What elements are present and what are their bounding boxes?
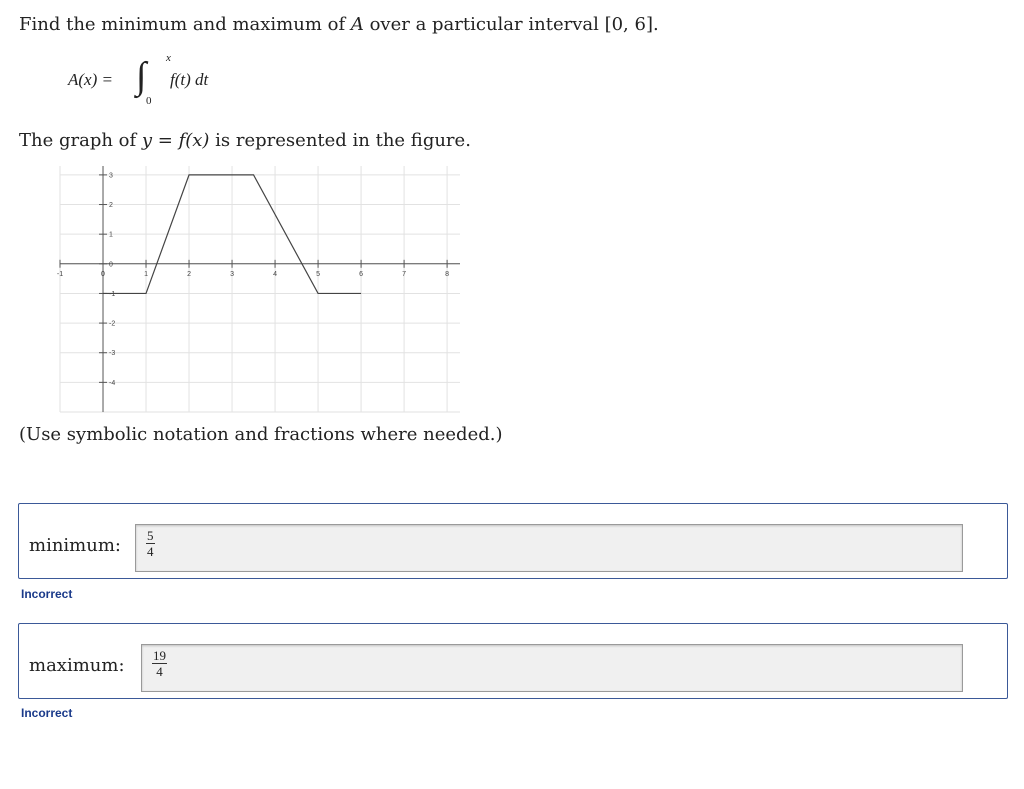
- graph-caption-prefix: The graph of: [19, 130, 142, 151]
- x-tick-label: 2: [187, 270, 191, 278]
- minimum-label: minimum:: [29, 535, 121, 556]
- y-tick-label: 0: [109, 261, 113, 269]
- x-tick-label: 4: [273, 270, 278, 278]
- maximum-input[interactable]: [141, 644, 963, 692]
- minimum-input[interactable]: [135, 524, 963, 572]
- minimum-denominator: 4: [147, 544, 154, 559]
- graph-caption-expr: y = f(x): [141, 130, 210, 151]
- minimum-numerator: 5: [147, 528, 154, 543]
- x-tick-label: -1: [56, 270, 64, 278]
- maximum-denominator: 4: [156, 664, 163, 679]
- minimum-answer-box: [18, 503, 1008, 579]
- formula-lhs: A(x) =: [68, 70, 113, 89]
- y-tick-label: -2: [109, 320, 116, 328]
- minimum-status: Incorrect: [21, 587, 73, 601]
- maximum-status: Incorrect: [21, 706, 73, 720]
- question-var: A: [350, 14, 364, 35]
- y-tick-label: 2: [109, 202, 113, 210]
- x-tick-label: 8: [445, 270, 450, 278]
- maximum-label: maximum:: [29, 655, 125, 676]
- y-tick-label: -3: [109, 350, 116, 358]
- question-text: [19, 14, 659, 35]
- instruction-note: (Use symbolic notation and fractions where needed.): [19, 424, 503, 445]
- question-prefix: Find the minimum and maximum of: [19, 14, 351, 35]
- maximum-answer-box: [18, 623, 1008, 699]
- integral-formula: [68, 52, 268, 108]
- maximum-fraction: [152, 648, 167, 679]
- upper-limit: x: [166, 52, 171, 64]
- graph-caption-suffix: is represented in the figure.: [209, 130, 471, 151]
- lower-limit: 0: [146, 95, 152, 107]
- question-suffix: over a particular interval [0, 6].: [363, 14, 659, 35]
- y-tick-label: 1: [109, 231, 113, 239]
- x-tick-label: 1: [144, 270, 148, 278]
- x-tick-label: 3: [230, 270, 234, 278]
- y-tick-label: -4: [109, 379, 116, 387]
- y-tick-label: -1: [109, 290, 116, 298]
- x-tick-label: 5: [316, 270, 321, 278]
- x-tick-label: 6: [359, 270, 364, 278]
- function-graph: [56, 166, 460, 412]
- minimum-fraction: [146, 528, 155, 559]
- x-tick-label: 0: [101, 270, 105, 278]
- integrand: f(t) dt: [170, 70, 209, 89]
- maximum-numerator: 19: [153, 648, 166, 663]
- y-tick-label: 3: [109, 172, 113, 180]
- graph-caption: [19, 130, 471, 151]
- integral-sign: ∫: [136, 55, 147, 97]
- x-tick-label: 7: [402, 270, 407, 278]
